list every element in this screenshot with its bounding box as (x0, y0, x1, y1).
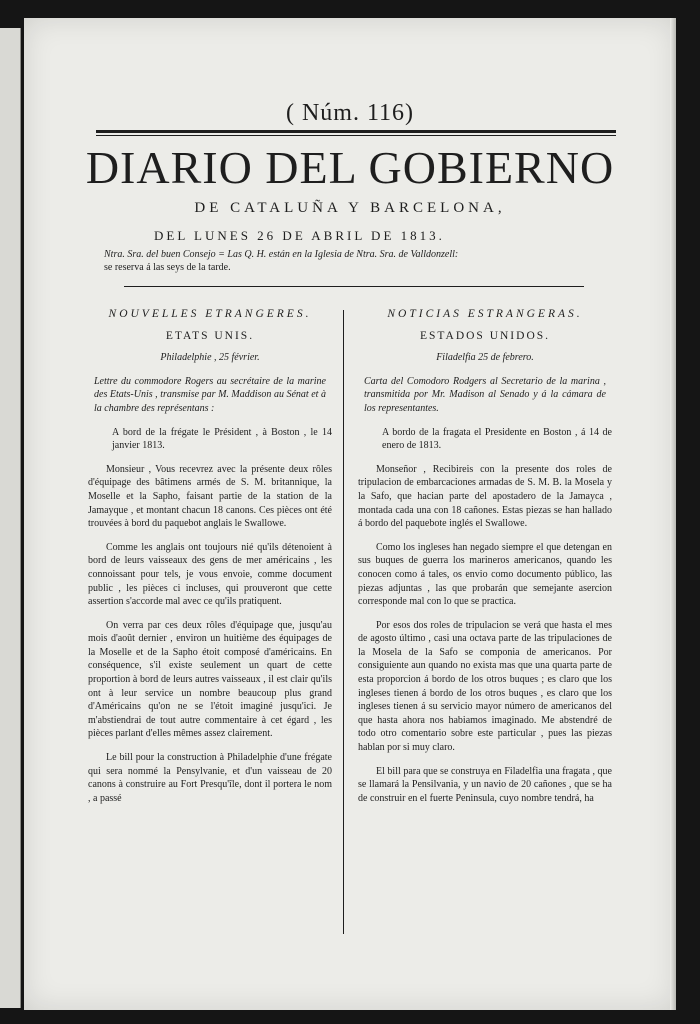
left-page-edge (0, 28, 21, 1008)
right-letter-title: Carta del Comodoro Rodgers al Secretario de la marina , transmitida por Mr. Madison al Senado y á la cámara de los representantes. (364, 375, 606, 414)
left-column-french (88, 304, 332, 805)
left-paragraph-3: On verra par ces deux rôles d'équipage que, jusqu'au mois d'août dernier , environ un huitième des équipages de la Moselle et de la Sapho étoit composé d'américains. En conséquence, s'il existe seulement un quart de cette proportion à bord de leurs autres vaisseaux , il est clair qu'ils ont à leur service un nombre beaucoup plus grand d'Américains qu'on ne se l'étoit imaginé jusqu'ici. Je m'abstiendrai de tout autre commentaire à cet égard , les pièces parlant d'elles mêmes assez clairement. (88, 619, 332, 740)
right-column-spanish (358, 304, 612, 805)
dateline: DEL LUNES 26 DE ABRIL DE 1813. (154, 228, 445, 243)
church-notice (104, 248, 644, 274)
right-paragraph-1: Monseñor , Recibireis con la presente dos roles de tripulacion de embarcaciones armadas de S. M. B. la Mosela y la Safo, que hacian parte del apostadero de la Jamayca , montada cada una con 18 cañones. Estas piezas se han hallado á bordo del paquebote inglés el Swallowe. (358, 463, 612, 530)
section-rule (124, 286, 584, 287)
masthead-title: DIARIO DEL GOBIERNO (85, 142, 615, 193)
right-column-heading: NOTICIAS ESTRANGERAS. (387, 308, 583, 320)
right-paragraph-3: Por esos dos roles de tripulacion se verá que hasta el mes de agosto último , casi una octava parte de las tripulaciones de la Mosela de la Safo se componia de americanos. Por consiguiente aun quando no exista mas que una quarta parte de esta proporcion á bordo de los otros buques ; es claro que los ingleses tienen á bordo de los otros buques , es claro que los ingleses tienen á su servicio mayor número de americanos del que hasta ahora nos habiamos imaginado. Me abstendré de todo otro comentario sobre este particular , pues las piezas hablan por si muy claro. (358, 619, 612, 754)
newspaper-page (24, 18, 676, 1010)
left-letter-title: Lettre du commodore Rogers au secrétaire de la marine des Etats-Unis , transmise par M. Maddison au Sénat et à la chambre des représentans : (94, 375, 326, 414)
notice-line-1: Ntra. Sra. del buen Consejo = Las Q. H. están en la Iglesia de Ntra. Sra. de Valldonzell: (104, 249, 459, 260)
right-aboard-line: A bordo de la fragata el Presidente en Boston , á 14 de enero de 1813. (382, 426, 612, 452)
left-column-subheading: ETATS UNIS. (165, 329, 255, 342)
left-column-place: Philadelphie , 25 février. (160, 352, 260, 364)
masthead-subtitle: DE CATALUÑA Y BARCELONA, (194, 200, 506, 216)
column-divider (343, 310, 344, 934)
masthead-rule-thick (96, 130, 616, 133)
right-paragraph-2: Como los ingleses han negado siempre el que detengan en sus buques de guerra los marineros americanos, quando les conocen como á tales, os envio como documento público, las piezas adjuntas , las que probarán que semejante asercion corresponde mal con lo que se practica. (358, 541, 612, 608)
right-column-subheading: ESTADOS UNIDOS. (419, 329, 551, 342)
left-paragraph-1: Monsieur , Vous recevrez avec la présente deux rôles d'équipage des bâtimens armés de S. M. britannique, la Moselle et la Sapho, faisant partie de la station de la Jamayque , et montant chacun 18 canons. Ces pièces ont été trouvées à bord du paquebot anglais le Swallowe. (88, 463, 332, 530)
right-paragraph-4: El bill para que se construya en Filadelfia una fragata , que se llamará la Pensilvania, y un navio de 20 cañones , que se ha de construir en el fuerte Peninsula, cuyo nombre tendrá, ha (358, 765, 612, 804)
masthead-rule-thin (96, 135, 616, 136)
issue-number: ( Núm. 116) (285, 100, 415, 126)
left-column-heading: NOUVELLES ETRANGERES. (108, 308, 312, 320)
left-paragraph-4: Le bill pour la construction à Philadelphie d'une frégate qui sera nommé la Pensylvanie, et d'un vaisseau de 20 canons à construire au Fort Presqu'île, dont il portera le nom , a passé (88, 752, 332, 804)
right-column-place: Filadelfia 25 de febrero. (436, 352, 534, 364)
left-aboard-line: A bord de la frégate le Président , à Boston , le 14 janvier 1813. (112, 426, 332, 452)
left-paragraph-2: Comme les anglais ont toujours nié qu'ils détenoient à bord de leurs vaisseaux des gens de mer américains , les connoissant pour tels, je vous envoie, comme document public , les pièces ci incluses, qui prouveront que cette assertion s'accorde mal avec ce qu'ils pratiquent. (88, 541, 332, 608)
notice-line-2: se reserva á las seys de la tarde. (104, 262, 231, 273)
